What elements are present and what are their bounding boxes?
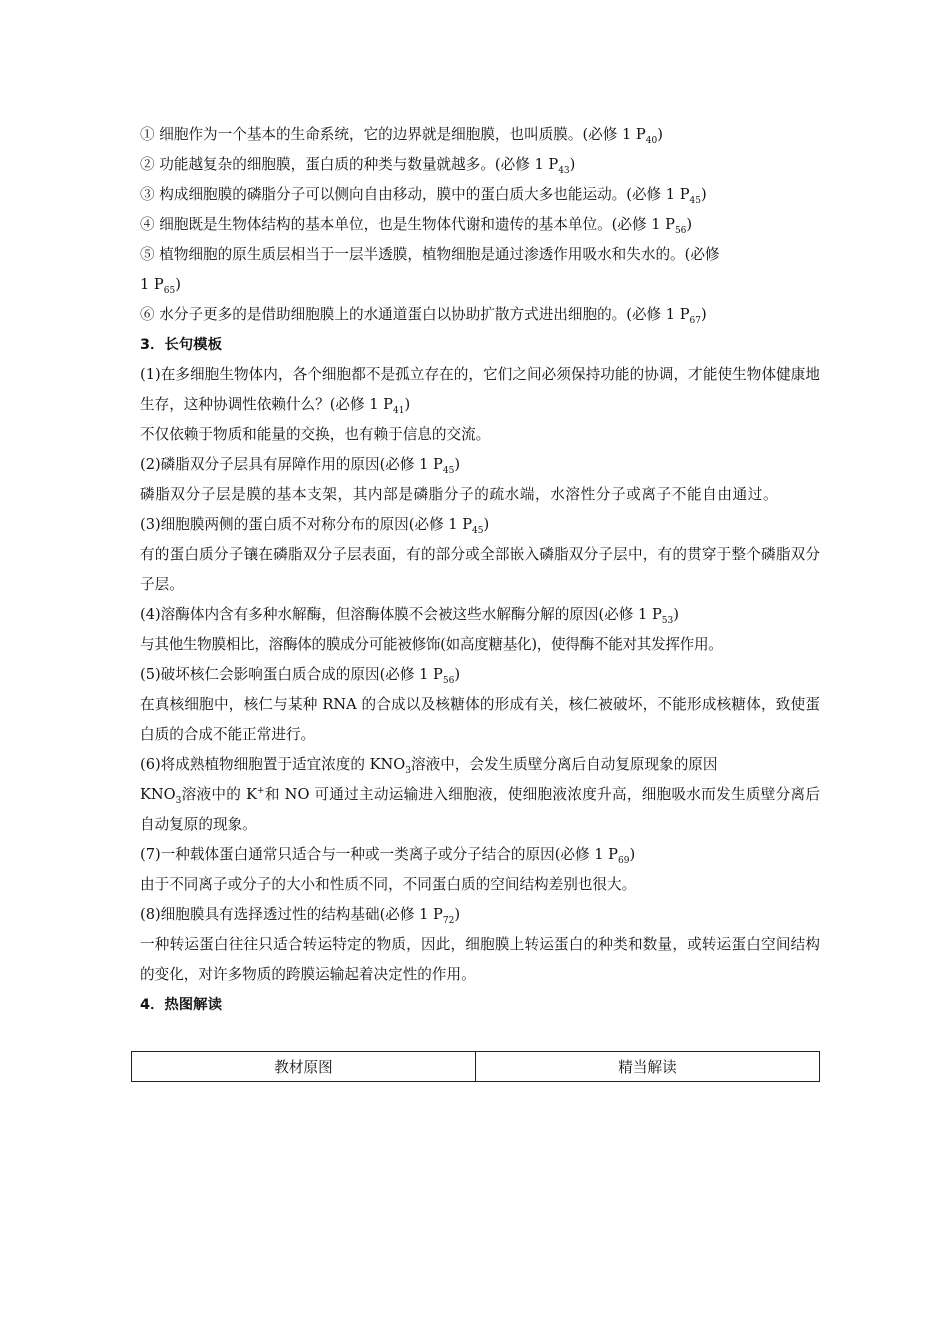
question-source: (必修 1 P [408,516,473,533]
point-source: (必修 1 P [626,306,690,323]
point-close: ) [175,276,181,293]
question-close: ) [629,846,636,863]
question-source: (必修 1 P [598,606,662,623]
answer-2: 磷脂双分子层是膜的基本支架，其内部是磷脂分子的疏水端，水溶性分子或离子不能自由通过。 [140,486,779,503]
question-close: ) [454,666,461,683]
answer-text: KNO [140,786,176,803]
table-header-original-figure: 教材原图 [132,1052,476,1082]
point-source: (必修 1 P [494,156,559,173]
memory-point-2 [140,150,820,180]
section-3-heading: 3．长句模板 [140,337,222,353]
question-6 [140,750,820,780]
question-close: ) [673,606,679,623]
point-page: 43 [558,165,570,176]
question-1 [140,360,820,420]
point-page: 56 [674,225,687,236]
point-page: 45 [689,195,701,206]
point-close: ) [700,186,707,203]
question-5 [140,660,820,690]
question-source: (必修 1 P [554,846,618,863]
point-marker: ④ [140,216,155,233]
point-text: 细胞既是生物体结构的基本单位，也是生物体代谢和遗传的基本单位。 [159,216,612,233]
question-text: (8)细胞膜具有选择透过性的结构基础 [140,906,380,923]
point-marker: ⑥ [140,306,155,323]
question-page: 41 [393,405,405,416]
memory-point-5 [140,240,820,270]
question-page: 53 [661,615,674,626]
answer-1: 不仅依赖于物质和能量的交换，也有赖于信息的交流。 [140,426,491,443]
point-source: (必修 [684,246,720,263]
memory-point-5-cont [140,270,820,300]
point-marker: ⑤ [140,246,155,263]
point-source: 1 P [140,276,164,293]
point-text: 构成细胞膜的磷脂分子可以侧向自由移动，膜中的蛋白质大多也能运动。 [159,186,627,203]
point-text: 水分子更多的是借助细胞膜上的水通道蛋白以协助扩散方式进出细胞的。 [159,306,627,323]
point-marker: ② [140,156,155,173]
question-4 [140,600,820,630]
question-close: ) [454,906,461,923]
question-text: (3)细胞膜两侧的蛋白质不对称分布的原因 [140,516,409,533]
answer-text-mid: 溶液中的 K [181,786,258,803]
table-header-interpretation: 精当解读 [476,1052,820,1082]
point-page: 67 [689,315,701,326]
question-text: (2)磷脂双分子层具有屏障作用的原因 [140,456,380,473]
point-marker: ① [140,126,155,143]
point-close: ) [700,306,707,323]
question-text: (1)在多细胞生物体内，各个细胞都不是孤立存在的，它们之间必须保持功能的协调，才能使生物体健康地生存，这种协调性依赖什么？ [140,366,820,413]
question-8 [140,900,820,930]
question-text: (7)一种载体蛋白通常只适合与一种或一类离子或分子结合的原因 [140,846,555,863]
question-source: (必修 1 P [379,666,443,683]
question-page: 72 [442,915,455,926]
question-close: ) [404,396,411,413]
superscript: + [257,786,265,797]
question-close: ) [483,516,490,533]
question-source: (必修 1 P [379,906,443,923]
question-text: (4)溶酶体内含有多种水解酶，但溶酶体膜不会被这些水解酶分解的原因 [140,606,599,623]
question-3 [140,510,820,540]
answer-3: 有的蛋白质分子镶在磷脂双分子层表面，有的部分或全部嵌入磷脂双分子层中，有的贯穿于整个磷脂双分子层。 [140,546,820,593]
hot-figure-table [131,1051,820,1082]
question-page: 45 [472,525,484,536]
point-text: 功能越复杂的细胞膜，蛋白质的种类与数量就越多。 [159,156,495,173]
question-page: 69 [617,855,630,866]
answer-5: 在真核细胞中，核仁与某种 RNA 的合成以及核糖体的形成有关，核仁被破坏，不能形成核糖体，致使蛋白质的合成不能正常进行。 [140,696,820,743]
question-text: (6)将成熟植物细胞置于适宜浓度的 KNO [140,756,406,773]
subscript: 3 [175,795,182,806]
memory-point-6 [140,300,820,330]
point-source: (必修 1 P [582,126,646,143]
point-page: 40 [645,135,658,146]
question-2 [140,450,820,480]
point-page: 65 [163,285,176,296]
point-close: ) [569,156,576,173]
point-close: ) [686,216,693,233]
answer-4: 与其他生物膜相比，溶酶体的膜成分可能被修饰(如高度糖基化)，使得酶不能对其发挥作用。 [140,636,723,653]
question-source: (必修 1 P [329,396,393,413]
question-close: ) [454,456,461,473]
point-text: 细胞作为一个基本的生命系统，它的边界就是细胞膜，也叫质膜。 [159,126,583,143]
answer-6 [140,780,820,840]
answer-7: 由于不同离子或分子的大小和性质不同，不同蛋白质的空间结构差别也很大。 [140,876,637,893]
memory-point-4 [140,210,820,240]
question-source: (必修 1 P [379,456,443,473]
question-text-cont: 溶液中，会发生质壁分离后自动复原现象的原因 [411,756,718,773]
question-7 [140,840,820,870]
point-source: (必修 1 P [611,216,675,233]
point-text: 植物细胞的原生质层相当于一层半透膜，植物细胞是通过渗透作用吸水和失水的。 [159,246,685,263]
table-header-row [132,1052,820,1082]
answer-text-cont: 和 NO 可通过主动运输进入细胞液，使细胞液浓度升高，细胞吸水而发生质壁分离后自动复原的现象。 [140,786,821,833]
subscript: 3 [405,765,411,776]
answer-8: 一种转运蛋白往往只适合转运特定的物质，因此，细胞膜上转运蛋白的种类和数量，或转运蛋白空间结构的变化，对许多物质的跨膜运输起着决定性的作用。 [140,936,820,983]
point-close: ) [657,126,663,143]
question-page: 56 [442,675,455,686]
memory-point-3 [140,180,820,210]
point-source: (必修 1 P [626,186,690,203]
question-text: (5)破坏核仁会影响蛋白质合成的原因 [140,666,380,683]
page-content [140,120,820,1020]
question-page: 45 [442,465,455,476]
memory-point-1 [140,120,820,150]
point-marker: ③ [140,186,155,203]
section-4-heading: 4．热图解读 [140,997,222,1013]
